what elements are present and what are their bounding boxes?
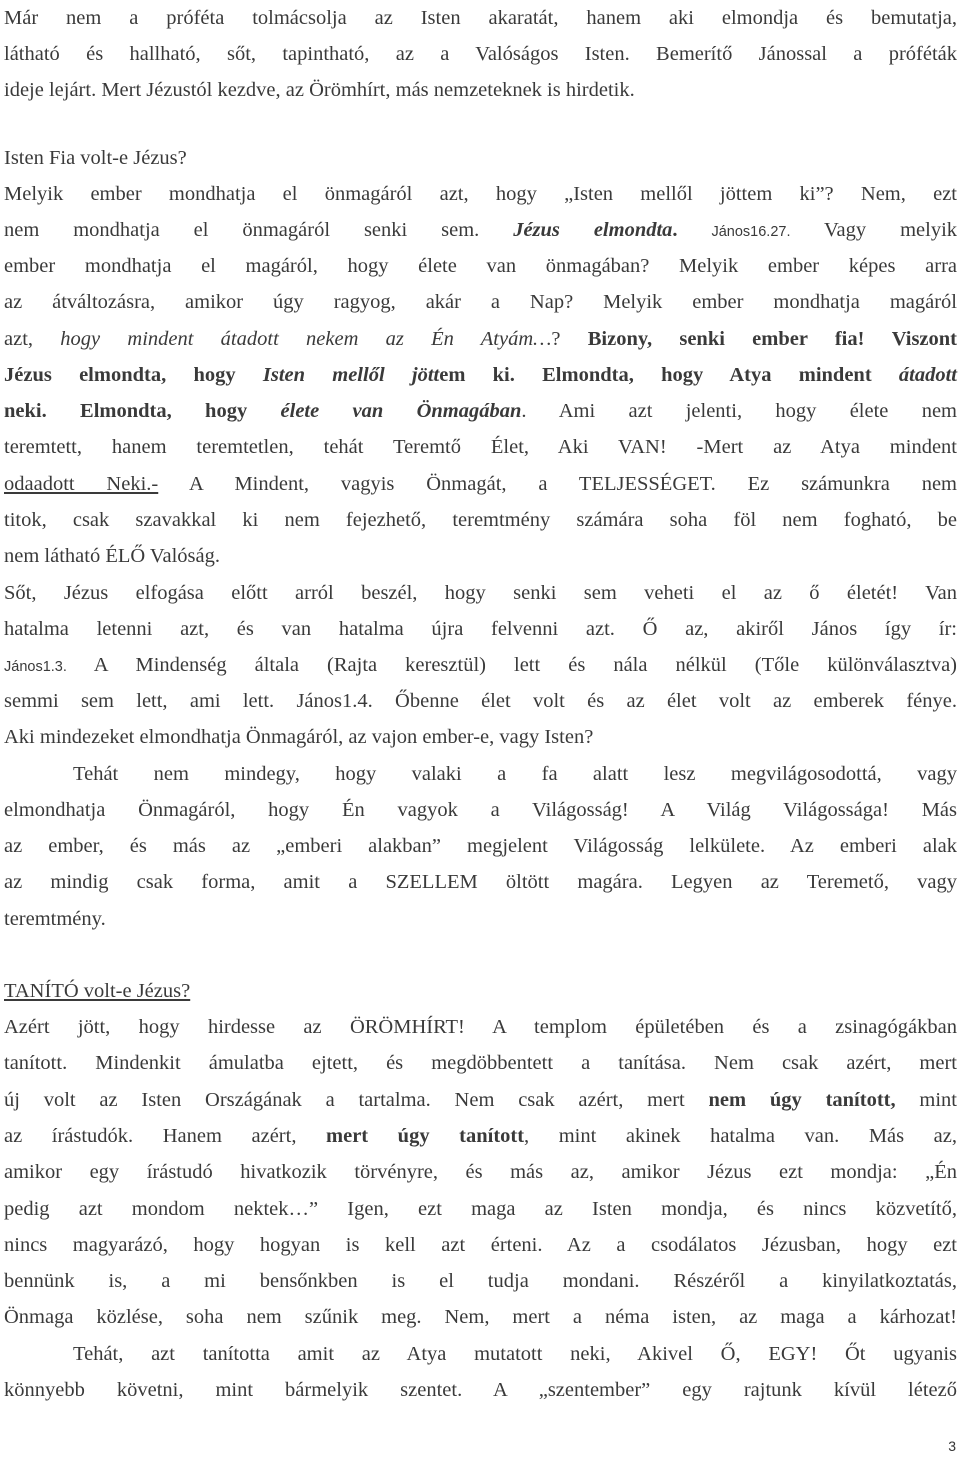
text-line: könnyebb követni, mint bármelyik szentet. A „szentember” egy rajtunk kívül létező	[4, 1379, 957, 1401]
text-line: Azért jött, hogy hirdesse az ÖRÖMHÍRT! A templom épületében és a zsinagógákban	[4, 1016, 957, 1038]
text-line: az átváltozásra, amikor úgy ragyog, akár a Nap? Melyik ember mondhatja magáról	[4, 291, 957, 313]
text-run: . Ami azt jelenti, hogy élete nem	[521, 400, 958, 422]
bold-run: nem úgy tanított,	[708, 1089, 896, 1111]
text-line	[4, 212, 957, 248]
text-line: Sőt, Jézus elfogása előtt arról beszél, hogy senki sem veheti el az ő életét! Van	[4, 582, 957, 604]
bold-run: Jézus elmondta, hogy	[4, 364, 263, 386]
text-line	[4, 1118, 957, 1154]
text-line: titok, csak szavakkal ki nem fejezhető, teremtmény számára soha föl nem fogható, be	[4, 509, 957, 531]
italic-run: hogy mindent átadott nekem az Én Atyám…	[60, 328, 552, 350]
text-line: hatalma letenni azt, és van hatalma újra felvenni azt. Ő az, akiről János így ír:	[4, 618, 957, 640]
text-run: nem mondhatja el önmagáról senki sem.	[4, 219, 514, 241]
emphasis-run: átadott	[898, 364, 957, 386]
text-line: az ember, és más az „emberi alakban” megjelent Világosság lelkülete. Az emberi alak	[4, 835, 957, 857]
text-run: A Mindent, vagyis Önmagát, a TELJESSÉGET. Ez számunkra nem	[158, 473, 957, 495]
text-line	[4, 647, 957, 683]
underlined-run: odaadott Neki.-	[4, 473, 159, 495]
text-line: teremtett, hanem teremtetlen, tehát Teremtő Élet, Aki VAN! -Mert az Atya mindent	[4, 436, 957, 458]
emphasis-run: Jézus elmondta	[513, 219, 673, 241]
text-line: amikor egy írástudó hivatkozik törvényre, és más az, amikor Jézus ezt mondja: „Én	[4, 1161, 957, 1183]
text-line: látható és hallható, sőt, tapintható, az a Valóságos Isten. Bemerítő Jánossal a próféták	[4, 43, 957, 65]
text-line: ideje lejárt. Mert Jézustól kezdve, az Örömhírt, más nemzeteknek is hirdetik.	[4, 79, 635, 101]
text-run: Vagy melyik	[790, 219, 958, 241]
text-line: tanított. Mindenkit ámulatba ejtett, és megdöbbentett a tanítása. Nem csak azért, mert	[4, 1052, 957, 1074]
section-heading: TANÍTÓ volt-e Jézus?	[4, 980, 191, 1002]
text-line: teremtmény.	[4, 908, 106, 930]
bold-run: neki. Elmondta, hogy	[4, 400, 281, 422]
page-number: 3	[948, 1438, 956, 1454]
text-line	[4, 393, 957, 429]
text-line	[4, 321, 957, 357]
text-line: nincs magyarázó, hogy hogyan is kell azt érteni. Az a csodálatos Jézusban, hogy ezt	[4, 1234, 957, 1256]
text-line: Már nem a próféta tolmácsolja az Isten akaratát, hanem aki elmondja és bemutatja,	[4, 7, 957, 29]
scripture-reference: János16.27.	[711, 224, 791, 240]
text-run: új volt az Isten Országának a tartalma. Nem csak azért, mert	[4, 1089, 709, 1111]
text-run: azt,	[4, 328, 61, 350]
text-run: az írástudók. Hanem azért,	[4, 1125, 327, 1147]
emphasis-run: élete van Önmagában	[280, 400, 522, 422]
text-run: mint	[895, 1089, 957, 1111]
text-line: Tehát, azt tanította amit az Atya mutatott neki, Akivel Ő, EGY! Őt ugyanis	[73, 1343, 957, 1365]
emphasis-run: Isten mellől jött	[262, 364, 440, 386]
text-line: elmondhatja Önmagáról, hogy Én vagyok a Világosság! A Világ Világossága! Más	[4, 799, 957, 821]
text-line	[4, 466, 957, 502]
text-line: Melyik ember mondhatja el önmagáról azt, hogy „Isten mellől jöttem ki”? Nem, ezt	[4, 183, 957, 205]
section-heading: Isten Fia volt-e Jézus?	[4, 147, 187, 169]
bold-run: Bizony, senki ember fia!	[587, 328, 865, 350]
bold-run: Viszont	[891, 328, 957, 350]
text-line	[4, 357, 957, 393]
scripture-reference: János1.3.	[4, 659, 67, 675]
text-line: nem látható ÉLŐ Valóság.	[4, 545, 220, 567]
text-line: Önmaga közlése, soha nem szűnik meg. Nem, mert a néma isten, az maga a kárhozat!	[4, 1306, 957, 1328]
text-line: Aki mindezeket elmondhatja Önmagáról, az vajon ember-e, vagy Isten?	[4, 726, 594, 748]
text-line	[4, 1082, 957, 1118]
text-run: A Mindenség általa (Rajta keresztül) lett és nála nélkül (Tőle különválasztva)	[66, 654, 957, 676]
text-line: Tehát nem mindegy, hogy valaki a fa alatt lesz megvilágosodottá, vagy	[73, 763, 957, 785]
bold-run: mert úgy tanított	[326, 1125, 525, 1147]
text-run: .	[672, 219, 712, 241]
text-run: , mint akinek hatalma van. Más az,	[524, 1125, 958, 1147]
text-line: az mindig csak forma, amit a SZELLEM öltött magára. Legyen az Teremető, vagy	[4, 871, 957, 893]
text-run: ?	[551, 328, 588, 350]
text-line: semmi sem lett, ami lett. János1.4. Őbenne élet volt és az élet volt az emberek fénye.	[4, 690, 957, 712]
text-line: pedig azt mondom nektek…” Igen, ezt maga az Isten mondja, és nincs közvetítő,	[4, 1198, 957, 1220]
text-line: bennünk is, a mi bensőnkben is el tudja mondani. Részéről a kinyilatkoztatás,	[4, 1270, 957, 1292]
bold-run: em ki. Elmondta, hogy Atya mindent	[439, 364, 899, 386]
text-run	[864, 328, 891, 350]
text-line: ember mondhatja el magáról, hogy élete van önmagában? Melyik ember képes arra	[4, 255, 957, 277]
